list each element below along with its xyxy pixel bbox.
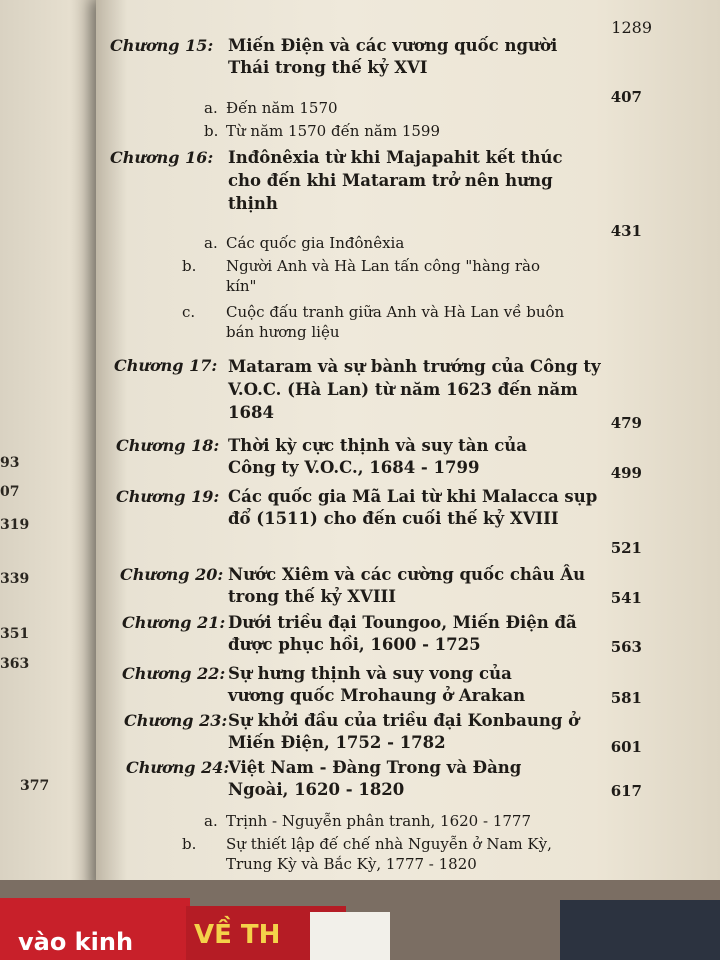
chapter-title: Miến Điện và các vương quốc người Thái trong thế kỷ XVI — [228, 36, 558, 77]
chapter-label: Chương 24: — [126, 758, 230, 777]
dark-book — [560, 900, 720, 960]
sub-marker: b. — [182, 835, 197, 853]
white-book — [310, 912, 390, 960]
back-page-number: 363 — [0, 656, 30, 672]
chapter-page: 563 — [610, 638, 642, 656]
sub-marker: a. — [204, 234, 218, 252]
chapter-title: Thời kỳ cực thịnh và suy tàn của Công ty V.O.C., 1684 - 1799 — [228, 436, 527, 477]
chapter-title: Inđônêxia từ khi Majapahit kết thúc cho đến khi Mataram trở nên hưng thịnh — [228, 148, 563, 213]
sub-text: Sự thiết lập đế chế nhà Nguyễn ở Nam Kỳ, Trung Kỳ và Bắc Kỳ, 1777 - 1820 — [226, 835, 552, 873]
subsection — [204, 811, 531, 831]
chapter-label: Chương 17: — [114, 356, 218, 375]
back-page-number: 319 — [0, 517, 30, 533]
chapter-page: 617 — [610, 782, 642, 800]
chapter-page: 521 — [610, 539, 642, 557]
chapter-page: 499 — [610, 464, 642, 482]
sub-marker: a. — [204, 99, 218, 117]
book-cover-text: vào kinh — [18, 928, 134, 956]
subsection — [182, 302, 566, 342]
sub-marker: c. — [182, 303, 196, 321]
back-page-number: 377 — [20, 778, 50, 794]
previous-page — [0, 0, 100, 960]
sub-marker: b. — [204, 122, 219, 140]
sub-text: Cuộc đấu tranh giữa Anh và Hà Lan về buôn bán hương liệu — [226, 303, 565, 341]
sub-marker: b. — [182, 257, 197, 275]
subsection — [204, 233, 404, 253]
chapter-label: Chương 20: — [120, 565, 224, 584]
sub-text: Đến năm 1570 — [226, 99, 338, 117]
chapter-title: Các quốc gia Mã Lai từ khi Malacca sụp đổ (1511) cho đến cuối thế kỷ XVIII — [228, 487, 598, 528]
chapter-label: Chương 23: — [124, 711, 228, 730]
subsection — [182, 834, 576, 874]
sub-text: Trịnh - Nguyễn phân tranh, 1620 - 1777 — [226, 812, 532, 830]
page-number: 1289 — [611, 18, 652, 37]
sub-text: Các quốc gia Inđônêxia — [226, 234, 405, 252]
chapter-label: Chương 19: — [116, 487, 220, 506]
chapter-label: Chương 18: — [116, 436, 220, 455]
sub-text: Người Anh và Hà Lan tấn công "hàng rào kín" — [226, 257, 541, 295]
subsection — [182, 256, 556, 296]
contents-page — [96, 0, 720, 890]
chapter-page: 407 — [610, 88, 642, 106]
chapter-title: Sự hưng thịnh và suy vong của vương quốc Mrohaung ở Arakan — [228, 664, 526, 705]
subsection — [204, 121, 440, 141]
sub-text: Từ năm 1570 đến năm 1599 — [226, 122, 440, 140]
back-page-number: 93 — [0, 455, 20, 471]
red-book — [0, 898, 190, 960]
chapter-label: Chương 21: — [122, 613, 226, 632]
chapter-page: 479 — [610, 414, 642, 432]
chapter-label: Chương 16: — [110, 148, 214, 167]
back-page-number: 339 — [0, 571, 30, 587]
sub-marker: a. — [204, 812, 218, 830]
chapter-title: Sự khởi đầu của triều đại Konbaung ở Miến Điện, 1752 - 1782 — [228, 711, 580, 752]
back-page-number: 351 — [0, 626, 30, 642]
chapter-page: 581 — [610, 689, 642, 707]
chapter-title: Dưới triều đại Toungoo, Miến Điện đã được phục hồi, 1600 - 1725 — [228, 613, 577, 654]
chapter-label: Chương 22: — [122, 664, 226, 683]
chapter-page: 431 — [610, 222, 642, 240]
chapter-title: Việt Nam - Đàng Trong và Đàng Ngoài, 1620 - 1820 — [228, 758, 522, 799]
chapter-title: Mataram và sự bành trướng của Công ty V.O.C. (Hà Lan) từ năm 1623 đến năm 1684 — [228, 357, 601, 422]
book-cover-text: VỀ TH — [194, 920, 281, 950]
chapter-page: 601 — [610, 738, 642, 756]
back-page-number: 07 — [0, 484, 20, 500]
subsection — [204, 98, 338, 118]
chapter-label: Chương 15: — [110, 36, 214, 55]
chapter-page: 541 — [610, 589, 642, 607]
chapter-title: Nước Xiêm và các cường quốc châu Âu trong thế kỷ XVIII — [228, 565, 586, 606]
